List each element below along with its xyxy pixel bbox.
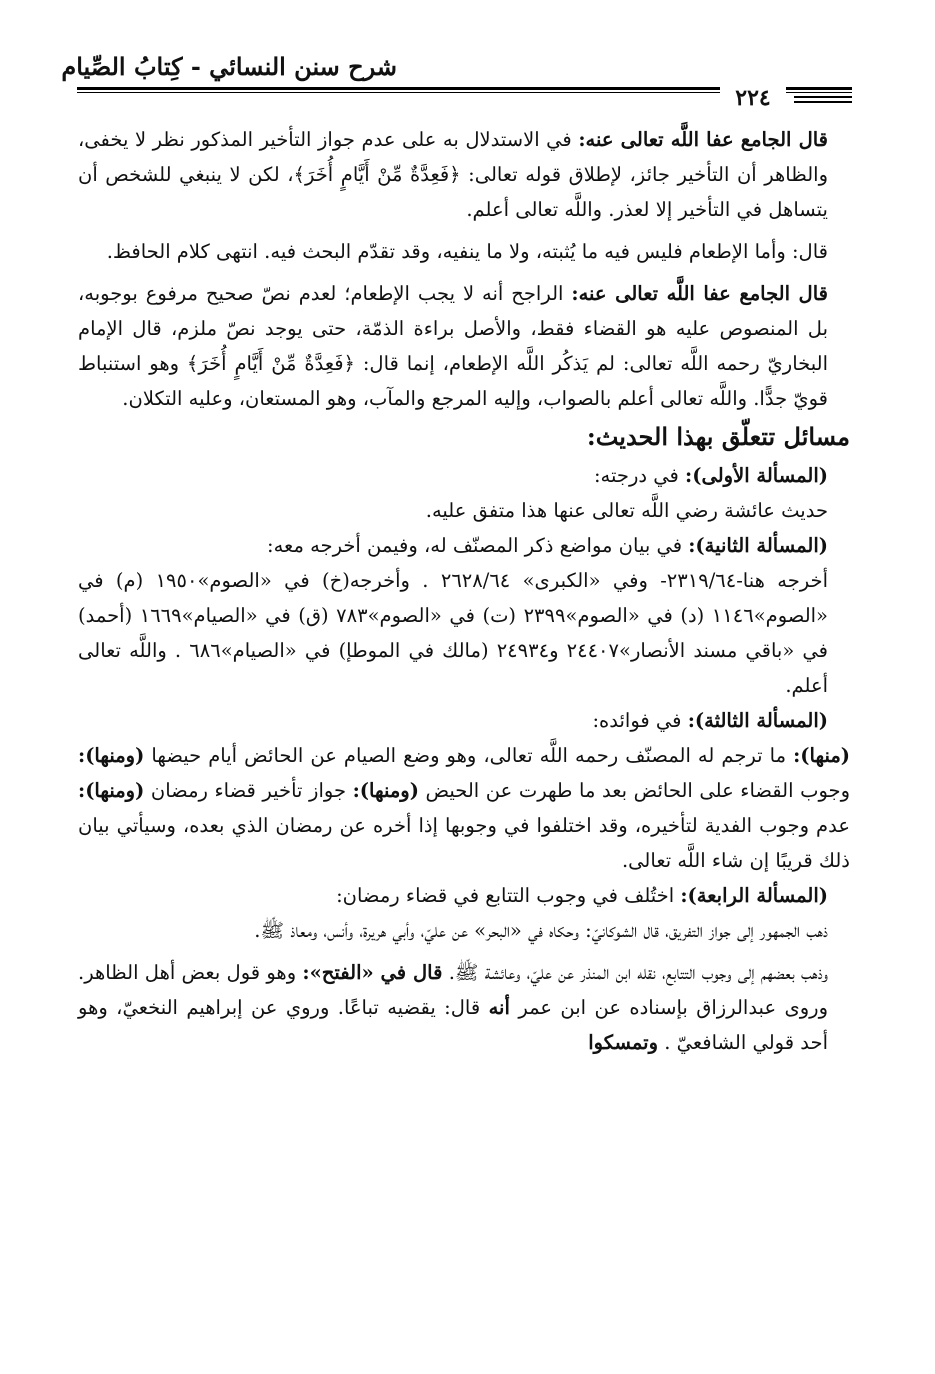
question-4-title <box>78 878 850 913</box>
paragraph-text: في الاستدلال به على عدم جواز التأخير المذكور نظر لا يخفى، والظاهر أن التأخير جائز، لإطلاق قوله تعالى: ﴿فَعِدَّةٌ مِّنْ أَيَّامٍ أُخَرَ﴾، لكن لا ينبغي للشخص أن يتساهل في التأخير إلا لعذر. واللَّه تعالى أعلم. <box>78 128 828 221</box>
section-heading: مسائل تتعلّق بهذا الحديث: <box>586 422 850 451</box>
question-text: اختُلف في وجوب التتابع في قضاء رمضان: <box>336 884 675 907</box>
paragraph-jami-2 <box>78 276 850 416</box>
question-lead: (المسألة الأولى): <box>685 464 828 487</box>
paragraph-hafiz <box>78 234 850 269</box>
page-number: ٢٢٤ <box>720 86 786 108</box>
benefit-marker: (منها): <box>793 744 851 767</box>
page-number-rule-bottom <box>794 101 852 103</box>
question-lead: (المسألة الرابعة): <box>680 884 828 907</box>
paragraph-text: قال: وأما الإطعام فليس فيه ما يُثبته، ولا ما ينفيه، وقد تقدّم البحث فيه. انتهى كلام الحافظ. <box>106 240 828 263</box>
question-lead: (المسألة الثانية): <box>688 534 828 557</box>
paragraph-lead: قال الجامع عفا اللَّه تعالى عنه: <box>571 282 828 305</box>
benefit-text: عدم وجوب الفدية لتأخيره، وقد اختلفوا في وجوبها إذا أخره عن رمضان الذي بعده، وسيأتي بيان ذلك قريبًا إن شاء اللَّه تعالى. <box>78 814 850 872</box>
body-text: قال: يقضيه تباعًا. وروي عن إبراهيم النخعيّ، وهو أحد قولي الشافعيّ . <box>78 996 828 1054</box>
question-lead: (المسألة الثالثة): <box>687 709 828 732</box>
question-3-title <box>78 703 850 738</box>
question-1-title <box>78 458 850 493</box>
body-emphasis: قال في «الفتح»: <box>302 961 443 984</box>
question-4-body-2 <box>78 955 850 1060</box>
question-3-body <box>78 738 850 878</box>
benefit-marker: (ومنها): <box>78 779 145 802</box>
body-text: وذهب بعضهم إلى وجوب التتابع، نقله ابن المنذر عن عليّ، وعائشة ﷺ. <box>448 961 829 984</box>
benefit-text: ما ترجم له المصنّف رحمه اللَّه تعالى، وهو وضع الصيام عن الحائض أيام حيضها <box>151 744 787 767</box>
body-text: وهو قول بعض أهل الظاهر. وروى عبدالرزاق بإسناده عن ابن عمر <box>78 961 829 1019</box>
question-1-body: حديث عائشة رضي اللَّه تعالى عنها هذا متفق عليه. <box>425 499 828 522</box>
question-text: في درجته: <box>593 464 679 487</box>
running-header-title: شرح سنن النسائي - كِتابُ الصِّيام <box>61 52 397 81</box>
benefit-text: جواز تأخير قضاء رمضان <box>150 779 347 802</box>
benefit-text: وجوب القضاء على الحائض بعد ما طهرت عن الحيض <box>425 779 851 802</box>
page-body <box>78 122 850 1060</box>
paragraph-text: الراجح أنه لا يجب الإطعام؛ لعدم نصّ صحيح مرفوع بوجوبه، بل المنصوص عليه هو القضاء فقط، والأصل براءة الذمّة، حتى يوجد نصّ ملزم، قال الإمام البخاريّ رحمه اللَّه تعالى: لم يَذكُر اللَّه الإطعام، إنما قال: ﴿فَعِدَّةٌ مِّنْ أَيَّامٍ أُخَرَ﴾ وهو استنباط قويّ جدًّا. واللَّه تعالى أعلم بالصواب، وإليه المرجع والمآب، وهو المستعان، وعليه التكلان. <box>78 282 828 410</box>
body-emphasis: أنه <box>488 996 510 1019</box>
paragraph-lead: قال الجامع عفا اللَّه تعالى عنه: <box>578 128 829 151</box>
question-text: في فوائده: <box>592 709 682 732</box>
question-2-body: أخرجه هنا-٢٣١٩/٦٤- وفي «الكبرى» ٢٦٢٨/٦٤ . وأخرجه(خ) في «الصوم»١٩٥٠ (م) في «الصوم»١١٤٦ (د) في «الصوم»٢٣٩٩ (ت) في «الصوم»٧٨٣ (ق) في «الصيام»١٦٦٩ (أحمد) في «باقي مسند الأنصار»٢٤٤٠٧ و٢٤٩٣٤ (مالك في الموطإ) في «الصيام»٦٨٦ . واللَّه تعالى أعلم. <box>78 569 829 697</box>
paragraph-jami-1 <box>78 122 850 227</box>
question-text: في بيان مواضع ذكر المصنّف له، وفيمن أخرجه معه: <box>267 534 683 557</box>
benefit-marker: (ومنها): <box>78 744 145 767</box>
question-4-body-1: ذهب الجمهور إلى جواز التفريق، قال الشوكانيّ: وحكاه في «البحر» عن عليّ، وأبي هريرة، وأنس، ومعاذ ﷺ. <box>254 919 828 942</box>
page-number-rule-top <box>794 96 852 98</box>
body-emphasis: وتمسكوا <box>588 1031 659 1054</box>
benefit-marker: (ومنها): <box>352 779 419 802</box>
question-2-title <box>78 528 850 563</box>
